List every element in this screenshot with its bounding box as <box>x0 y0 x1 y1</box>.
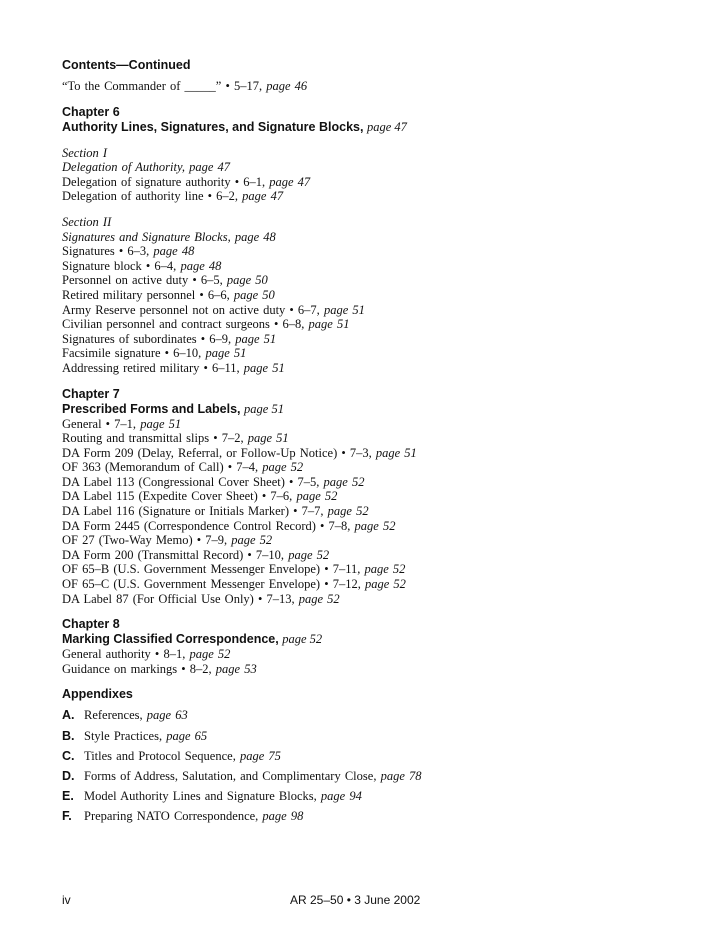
appendix-item: E. Model Authority Lines and Signature Blocks, page 94 <box>62 786 682 806</box>
chapter-title-text: Marking Classified Correspondence, <box>62 632 279 647</box>
appendix-letter: B. <box>62 728 75 743</box>
toc-entry: General authority • 8–1, page 52 <box>62 647 231 662</box>
toc-entry: OF 363 (Memorandum of Call) • 7–4, page 52 <box>62 460 304 475</box>
toc-entry: Routing and transmittal slips • 7–2, page 51 <box>62 431 289 446</box>
chapter-title <box>62 120 682 135</box>
toc-entry: Guidance on markings • 8–2, page 53 <box>62 661 257 676</box>
section-label: Section II <box>62 214 112 229</box>
toc-entry: Personnel on active duty • 6–5, page 50 <box>62 273 268 288</box>
toc-entry: Signatures • 6–3, page 48 <box>62 244 195 259</box>
section-label: Section I <box>62 145 108 160</box>
toc-entry: DA Form 209 (Delay, Referral, or Follow-Up Notice) • 7–3, page 51 <box>62 445 417 460</box>
chapter-label: Chapter 7 <box>62 386 120 401</box>
chapter-label: Chapter 8 <box>62 617 120 632</box>
chapter-title-page: page 52 <box>282 632 323 647</box>
appendixes-heading: Appendixes <box>62 687 133 702</box>
entry-text: “To the Commander of _____” • 5–17, <box>62 79 263 93</box>
appendix-item: B. Style Practices, page 65 <box>62 726 682 746</box>
entry-page: page 46 <box>266 79 308 93</box>
page-header: Contents—Continued <box>62 58 191 72</box>
appendix-item: A. References, page 63 <box>62 705 682 725</box>
toc-entry: Signatures of subordinates • 6–9, page 51 <box>62 331 277 346</box>
chapter-title-page: page 51 <box>244 401 284 416</box>
appendix-item: F. Preparing NATO Correspondence, page 98 <box>62 806 682 826</box>
toc-entry: Signature block • 6–4, page 48 <box>62 258 222 273</box>
chapter-6 <box>62 105 682 376</box>
footer-page-number: iv <box>62 893 71 907</box>
toc-entry: DA Label 116 (Signature or Initials Marker) • 7–7, page 52 <box>62 504 369 519</box>
chapter-8 <box>62 617 682 676</box>
appendix-item: C. Titles and Protocol Sequence, page 75 <box>62 746 682 766</box>
contents-page <box>62 58 682 827</box>
appendix-letter: A. <box>62 708 75 723</box>
appendix-letter: D. <box>62 769 75 784</box>
chapter-label: Chapter 6 <box>62 104 120 119</box>
toc-entry: Delegation of signature authority • 6–1, page 47 <box>62 174 311 189</box>
chapter-title <box>62 402 682 417</box>
appendix-item: D. Forms of Address, Salutation, and Complimentary Close, page 78 <box>62 766 682 786</box>
appendix-letter: C. <box>62 748 75 763</box>
chapter-title-text: Prescribed Forms and Labels, <box>62 401 241 416</box>
toc-entry: Civilian personnel and contract surgeons • 6–8, page 51 <box>62 317 350 332</box>
toc-entry: DA Form 200 (Transmittal Record) • 7–10, page 52 <box>62 547 330 562</box>
toc-entry: General • 7–1, page 51 <box>62 416 182 431</box>
toc-entry: Addressing retired military • 6–11, page 51 <box>62 360 285 375</box>
toc-entry: Delegation of authority line • 6–2, page 47 <box>62 189 284 204</box>
appendixes <box>62 687 682 826</box>
toc-entry: DA Label 87 (For Official Use Only) • 7–13, page 52 <box>62 591 340 606</box>
toc-entry: Army Reserve personnel not on active duty • 6–7, page 51 <box>62 302 365 317</box>
chapter-title-page: page 47 <box>366 119 407 134</box>
chapter-title <box>62 632 682 647</box>
toc-entry: OF 27 (Two-Way Memo) • 7–9, page 52 <box>62 533 273 548</box>
section-1 <box>62 146 682 204</box>
appendix-letter: F. <box>62 809 72 824</box>
chapter-7 <box>62 387 682 607</box>
toc-entry: OF 65–B (U.S. Government Messenger Envelope) • 7–11, page 52 <box>62 562 406 577</box>
toc-entry: DA Form 2445 (Correspondence Control Record) • 7–8, page 52 <box>62 518 396 533</box>
chapter-title-text: Authority Lines, Signatures, and Signature Blocks, <box>62 119 364 134</box>
toc-entry: DA Label 115 (Expedite Cover Sheet) • 7–6, page 52 <box>62 489 338 504</box>
toc-entry: Retired military personnel • 6–6, page 50 <box>62 287 275 302</box>
section-heading: Signatures and Signature Blocks, page 48 <box>62 229 276 244</box>
toc-entry: DA Label 113 (Congressional Cover Sheet) • 7–5, page 52 <box>62 474 365 489</box>
toc-entry: OF 65–C (U.S. Government Messenger Envelope) • 7–12, page 52 <box>62 577 406 592</box>
intro-entry <box>62 79 682 94</box>
section-heading: Delegation of Authority, page 47 <box>62 160 231 175</box>
section-2 <box>62 215 682 376</box>
appendix-letter: E. <box>62 789 74 804</box>
footer-doc-id: AR 25–50 • 3 June 2002 <box>290 893 421 907</box>
toc-entry: Facsimile signature • 6–10, page 51 <box>62 346 247 361</box>
